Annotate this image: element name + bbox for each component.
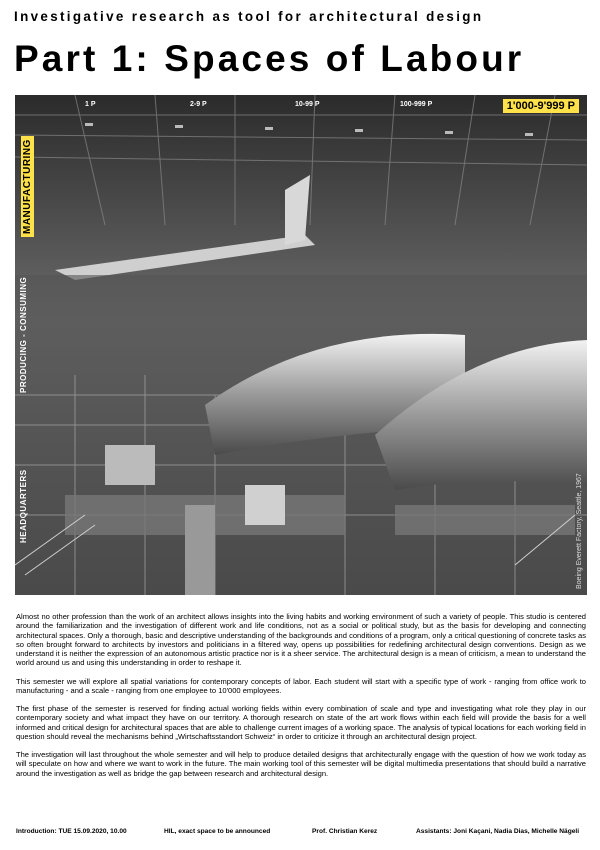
- location: HIL, exact space to be announced: [164, 828, 271, 835]
- factory-illustration: [15, 95, 587, 595]
- scale-label: 2-9 P: [190, 101, 207, 108]
- paragraph: Almost no other profession than the work of an architect allows insights into the living habits and working environment of such a variety of people. This studio is centered around the familiarization and the investigation of different work and life conditions, not as a social or political study, but as the basis for developing and connecting architectural spaces. Only a thorough, basic and descriptive understanding of the backgrounds and conditions of a program, only a critical questioning of concrete tasks as so often brought forward to architects by investors and politicians in a filtered way, opens up possibilities for redefining architectural design conventions. Design as we understand it is neither the expression of an autonomous artistic practice nor is it a sheer service. The architectural design is a mean of criticism, a mean to understand the world around us and using this understanding in order to reshape it.: [16, 612, 586, 668]
- type-active-badge: MANUFACTURING: [21, 136, 34, 237]
- scale-label: 100-999 P: [400, 101, 433, 108]
- paragraph: The investigation will last throughout the whole semester and will help to produce detailed designs that architecturally engage with the question of how we work today as will speculate on how and where we want to work in the future. The main working tool of this semester will be digital multimedia presentations that should build a narrative around the investigation as well as bridge the gap between research and architectural design.: [16, 750, 586, 778]
- scale-active-badge: 1'000-9'999 P: [503, 99, 579, 113]
- scale-label: 1 P: [85, 101, 96, 108]
- scale-labels: [15, 98, 587, 114]
- paragraph: This semester we will explore all spatial variations for contemporary concepts of labor. Each student will start with a specific type of work - ranging from office work to manufacturing - and a scale - ranging from one employee to 10'000 employees.: [16, 676, 586, 695]
- type-label: HEADQUARTERS: [19, 469, 28, 543]
- type-label: PRODUCING - CONSUMING: [19, 276, 28, 393]
- footer: [16, 828, 586, 840]
- scale-label: 10-99 P: [295, 101, 320, 108]
- photo-credit: Boeing Everett Factory, Seattle, 1967: [576, 473, 583, 589]
- introduction-date: Introduction: TUE 15.09.2020, 10.00: [16, 828, 127, 835]
- professor: Prof. Christian Kerez: [312, 828, 378, 835]
- factory-photo: [15, 95, 587, 595]
- page-title: Part 1: Spaces of Labour: [14, 38, 525, 79]
- subtitle: Investigative research as tool for architectural design: [14, 9, 484, 24]
- paragraph: The first phase of the semester is reserved for finding actual working fields within every combination of scale and type and investigating what role they play in our contemporary society and what impact they have on our territory. A thorough research on state of the art work flows within each field will provide the basis for a well informed and critical design for architectural spaces that are able to challenge current images of a working space. The analysis of typical locations for each working field in question should reveal the mechanisms behind „Wirtschaftsstandort Schweiz“ in order to criticize it through an architectural design project.: [16, 704, 586, 741]
- body-text: [16, 612, 586, 787]
- assistants: Assistants: Joni Kaçani, Nadia Dias, Michelle Nägeli: [416, 828, 580, 835]
